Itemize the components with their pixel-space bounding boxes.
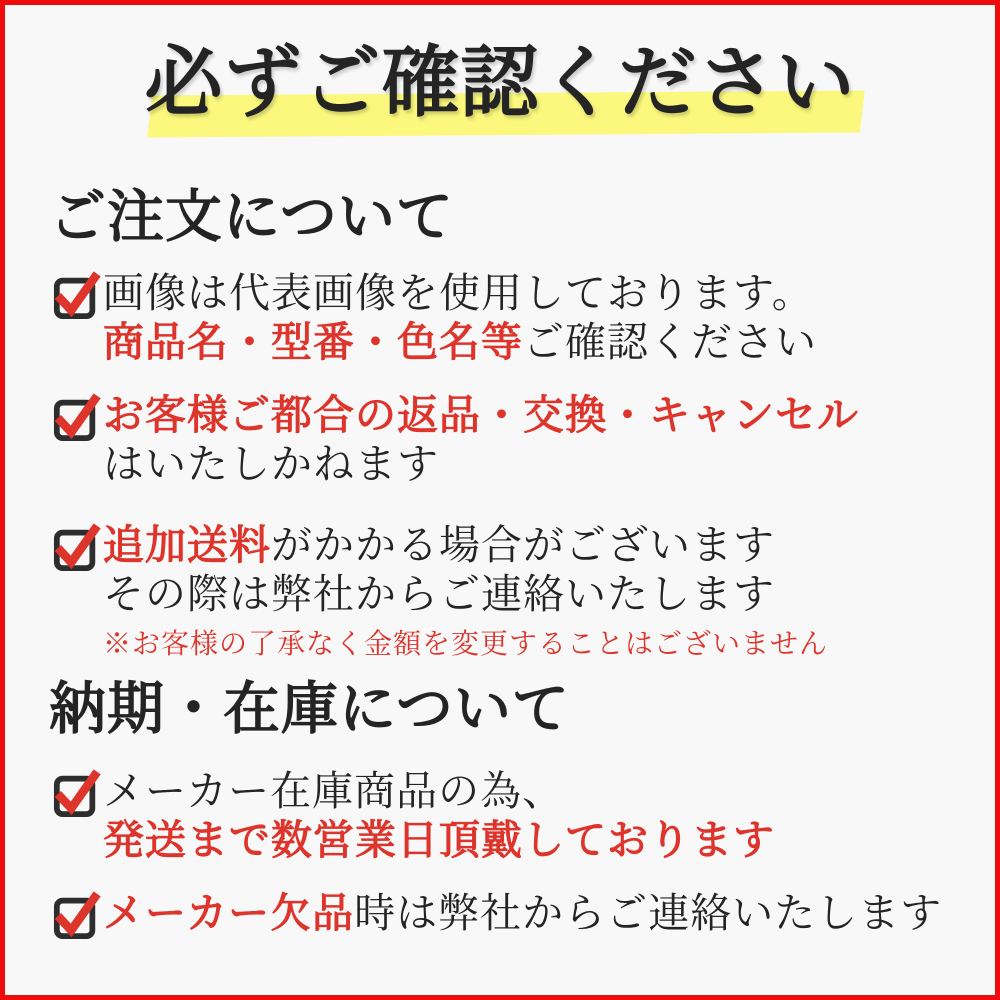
text-segment: メーカー在庫商品の為、 bbox=[103, 767, 565, 815]
checkbox-checked-icon bbox=[53, 271, 101, 319]
text-segment: がかかる場合がございます bbox=[271, 521, 775, 569]
list-item bbox=[53, 767, 775, 865]
list-item-text bbox=[103, 889, 942, 938]
text-line bbox=[103, 767, 775, 816]
text-line bbox=[103, 440, 859, 489]
list-item bbox=[53, 521, 828, 664]
text-segment: ご確認ください bbox=[523, 318, 817, 366]
fine-print-note: ※お客様の了承なく金額を変更することはございません bbox=[103, 627, 829, 660]
list-item-text bbox=[103, 391, 859, 489]
list-item-text bbox=[103, 521, 828, 664]
list-item bbox=[53, 269, 817, 367]
checkbox-checked-icon bbox=[53, 891, 101, 939]
text-line bbox=[103, 889, 942, 938]
list-item-text bbox=[103, 767, 775, 865]
text-segment-red: メーカー欠品 bbox=[103, 889, 355, 937]
list-item bbox=[53, 391, 859, 489]
checkbox-checked-icon bbox=[53, 769, 101, 817]
checkbox-checked-icon bbox=[53, 393, 101, 441]
text-segment-red: 追加送料 bbox=[103, 521, 271, 569]
text-line bbox=[103, 391, 859, 440]
text-segment-red: 発送まで数営業日頂戴しております bbox=[103, 816, 775, 864]
checkbox-checked-icon bbox=[53, 523, 101, 571]
text-segment-red: お客様ご都合の返品・交換・キャンセル bbox=[103, 391, 859, 439]
text-segment-red: 商品名・型番・色名等 bbox=[103, 318, 523, 366]
text-segment: 画像は代表画像を使用しております。 bbox=[103, 269, 814, 317]
text-segment: その際は弊社からご連絡いたします bbox=[103, 570, 775, 618]
page-title: 必ずご確認ください bbox=[144, 37, 856, 128]
list-item bbox=[53, 889, 942, 939]
list-item-text bbox=[103, 269, 817, 367]
section-heading-order: ご注文について bbox=[49, 183, 454, 250]
text-line bbox=[103, 521, 828, 570]
text-segment: はいたしかねます bbox=[103, 440, 439, 488]
text-segment: 時は弊社からご連絡いたします bbox=[354, 889, 943, 937]
text-line bbox=[103, 816, 775, 865]
section-heading-stock: 納期・在庫について bbox=[49, 675, 570, 742]
text-line bbox=[103, 318, 817, 367]
text-line bbox=[103, 570, 828, 619]
text-line bbox=[103, 269, 817, 318]
